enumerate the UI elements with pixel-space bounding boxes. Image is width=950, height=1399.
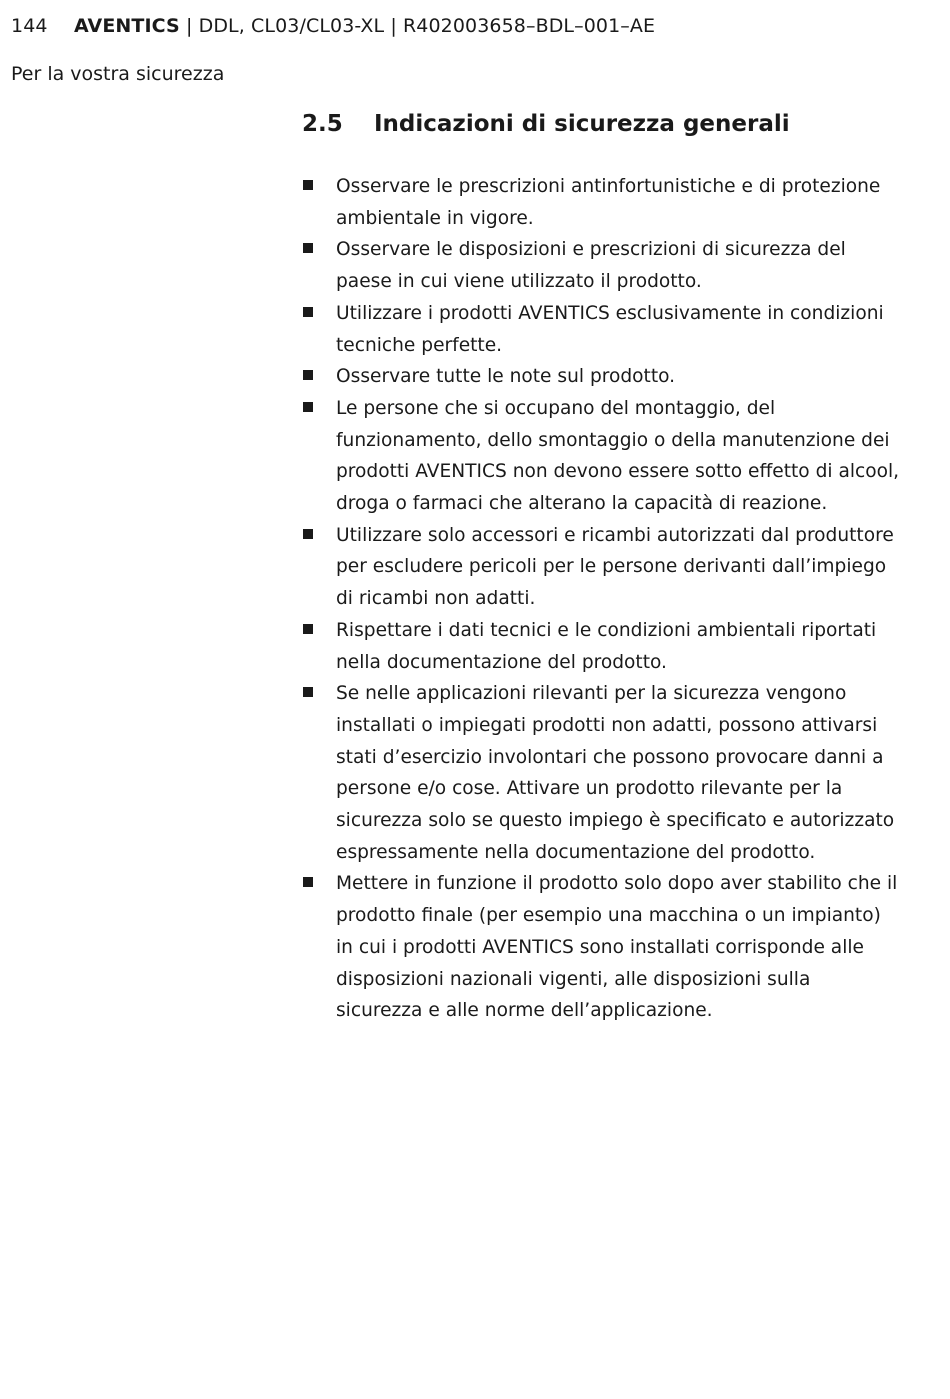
list-item (302, 520, 902, 615)
list-item-text: Mettere in funzione il prodotto solo dopo aver stabilito che il prodotto finale (per esempio una macchina o un impianto) in cui i prodotti AVENTICS sono installati corrisponde alle disposizioni nazionali vigenti, alle disposizioni sulla sicurezza e alle norme dell’applicazione. (336, 873, 898, 1022)
list-item (302, 234, 902, 297)
list-item-text: Osservare le prescrizioni antinfortunistiche e di protezione ambientale in vigore. (336, 176, 881, 229)
square-bullet-icon (303, 307, 313, 317)
list-item-text: Le persone che si occupano del montaggio, del funzionamento, dello smontaggio o della manutenzione dei prodotti AVENTICS non devono essere sotto effetto di alcool, droga o farmaci che alterano la capacità di reazione. (336, 397, 900, 515)
list-item (302, 868, 902, 1027)
list-item-text: Rispettare i dati tecnici e le condizioni ambientali riportati nella documentazione del prodotto. (336, 619, 877, 673)
list-item (302, 298, 902, 361)
square-bullet-icon (303, 877, 313, 887)
list-item-text: Osservare tutte le note sul prodotto. (336, 366, 676, 388)
square-bullet-icon (303, 370, 313, 380)
list-item-text: Utilizzare solo accessori e ricambi autorizzati dal produttore per escludere pericoli per le persone derivanti dall’impiego di ricambi non adatti. (336, 524, 894, 610)
section-heading (302, 108, 790, 140)
square-bullet-icon (303, 180, 313, 190)
list-item (302, 361, 902, 393)
square-bullet-icon (303, 624, 313, 634)
list-item (302, 615, 902, 678)
square-bullet-icon (303, 243, 313, 253)
list-item (302, 393, 902, 520)
running-section-title: Per la vostra sicurezza (11, 63, 225, 85)
brand-name: AVENTICS (74, 15, 180, 37)
list-item (302, 678, 902, 868)
list-item-text: Utilizzare i prodotti AVENTICS esclusivamente in condizioni tecniche perfette. (336, 302, 884, 356)
safety-instructions-list (302, 171, 902, 1027)
square-bullet-icon (303, 402, 313, 412)
section-number: 2.5 (302, 111, 343, 137)
list-item-text: Osservare le disposizioni e prescrizioni di sicurezza del paese in cui viene utilizzato il prodotto. (336, 239, 846, 293)
list-item-text: Se nelle applicazioni rilevanti per la sicurezza vengono installati o impiegati prodotti non adatti, possono attivarsi stati d’esercizio involontari che possono provocare danni a persone e/o cose. Attivare un prodotto rilevante per la sicurezza solo se questo impiego è specificato e autorizzato espressamente nella documentazione del prodotto. (336, 683, 895, 863)
document-info: | DDL, CL03/CL03-XL | R402003658–BDL–001–AE (179, 15, 656, 37)
page-header (11, 12, 655, 40)
page-number: 144 (11, 15, 48, 37)
section-title: Indicazioni di sicurezza generali (374, 111, 790, 137)
list-item (302, 171, 902, 234)
square-bullet-icon (303, 529, 313, 539)
square-bullet-icon (303, 687, 313, 697)
